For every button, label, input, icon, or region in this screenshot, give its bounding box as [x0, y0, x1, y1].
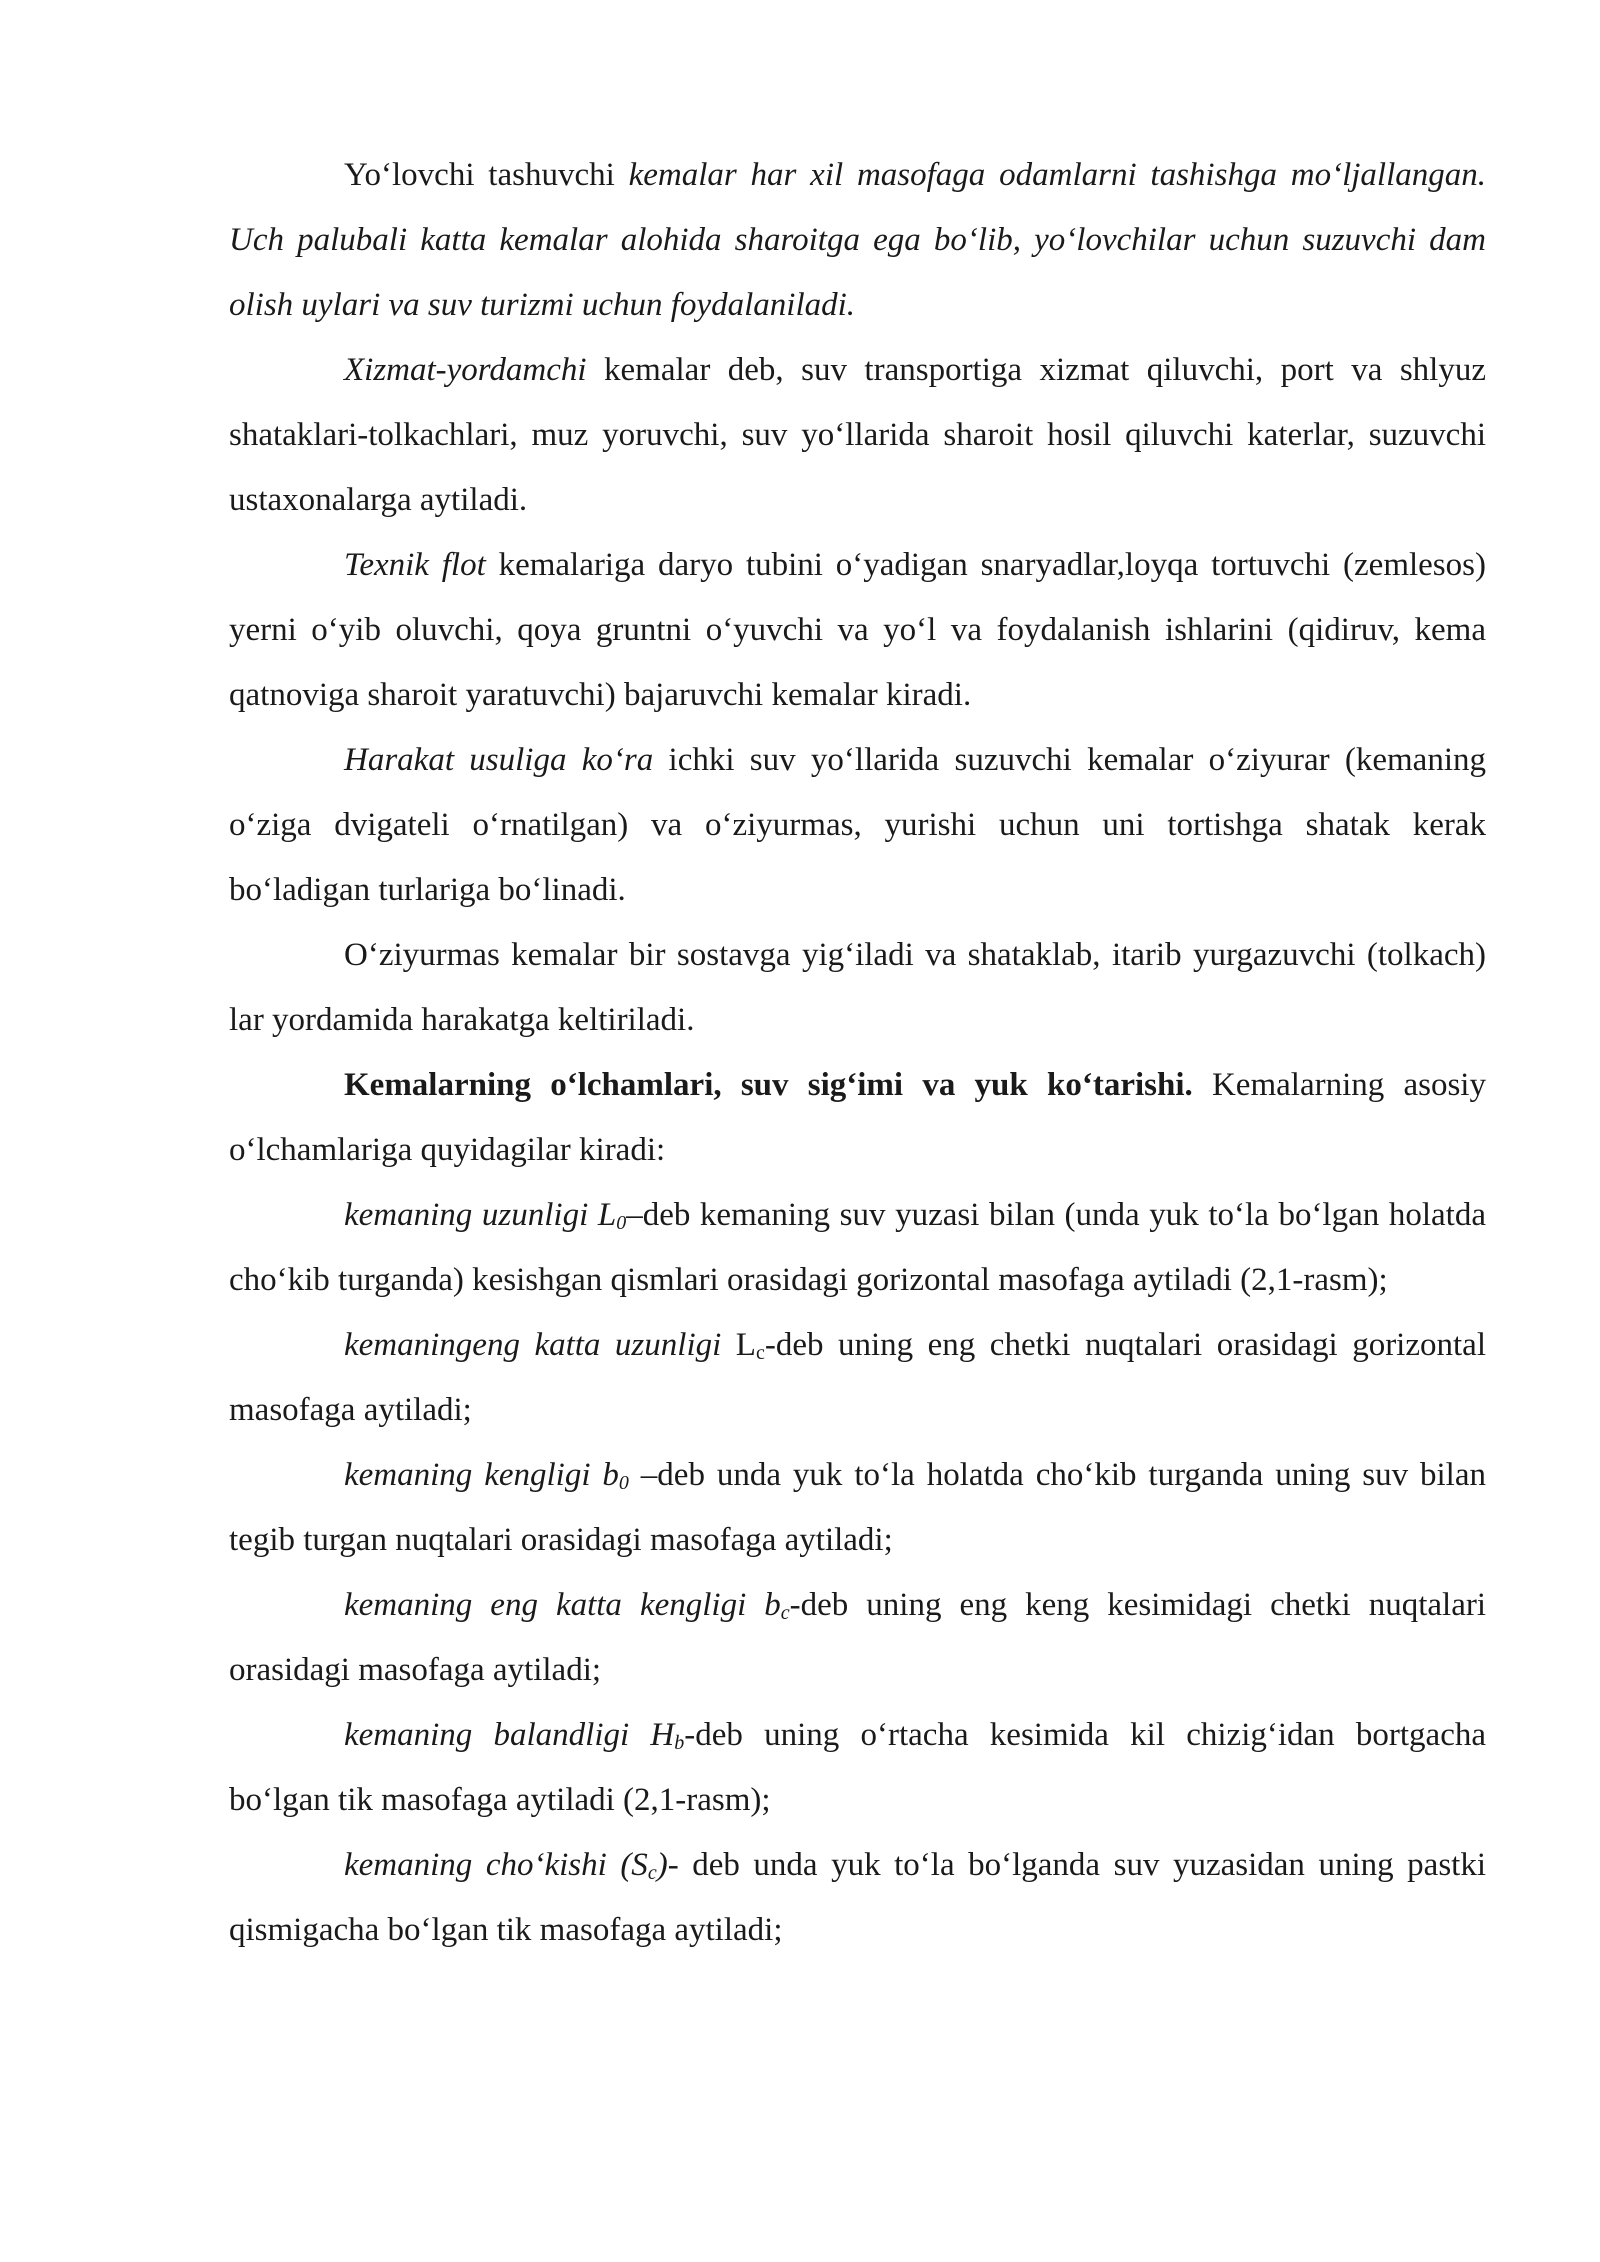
paragraph-technical-fleet: [229, 533, 1486, 728]
text-run: ichki suv yo‘llarida suzuvchi kemalar o‘ziyurar (kemaning o‘ziga dvigateli o‘rnatilgan) va o‘ziyurmas, yurishi uchun uni tortishga shatak kerak bo‘ladigan turlariga bo‘linadi.: [229, 742, 1486, 908]
text-run: –deb kemaning suv yuzasi bilan (unda yuk to‘la bo‘lgan holatda cho‘kib turganda) kesishgan qismlari orasidagi gorizontal masofaga aytiladi (2,1-rasm);: [229, 1197, 1486, 1298]
term-eng-katta-uzunligi: kemaningeng katta uzunligi: [344, 1327, 722, 1363]
symbol: L: [597, 1197, 617, 1233]
term-kengligi: [344, 1457, 629, 1493]
paragraph-movement-method: [229, 728, 1486, 923]
text-run: kemalar deb, suv transportiga xizmat qiluvchi, port va shlyuz shataklari-tolkachlari, muz yoruvchi, suv yo‘llarida sharoit hosil qiluvchi katerlar, suzuvchi ustaxonalarga aytiladi.: [229, 352, 1486, 518]
term-harakat-usuliga: Harakat usuliga ko‘ra: [344, 742, 654, 778]
paragraph-passenger-ships: [229, 143, 1486, 338]
paragraph-height: [229, 1703, 1486, 1833]
italic-run: kemalar har xil masofaga odamlarni tashishga mo‘ljallangan. Uch palubali katta kemalar alohida sharoitga ega bo‘lib, yo‘lovchilar uchun suzuvchi dam olish uylari va suv turizmi uchun foydalaniladi.: [229, 157, 1486, 323]
term-texnik-flot: Texnik flot: [344, 547, 486, 583]
term-text: kemaning cho‘kishi (S: [344, 1847, 648, 1883]
text-run: kemalariga daryo tubini o‘yadigan snaryadlar,loyqa tortuvchi (zemlesos) yerni o‘yib oluvchi, qoya gruntni o‘yuvchi va yo‘l va foydalanish ishlarini (qidiruv, kema qatnoviga sharoit yaratuvchi) bajaruvchi kemalar kiradi.: [229, 547, 1486, 713]
subscript: c: [780, 1602, 790, 1624]
subscript: 0: [616, 1212, 627, 1234]
term-text: kemaning balandligi H: [344, 1717, 675, 1753]
paragraph-max-width: [229, 1573, 1486, 1703]
term-text: ): [656, 1847, 668, 1883]
paragraph-dimensions-heading: [229, 1053, 1486, 1183]
paragraph-non-self-propelled: [229, 923, 1486, 1053]
text-run: –deb unda yuk to‘la holatda cho‘kib turganda uning suv bilan tegib turgan nuqtalari orasidagi masofaga aytiladi;: [229, 1457, 1486, 1558]
text-run: -deb uning eng chetki nuqtalari orasidagi gorizontal masofaga aytiladi;: [229, 1327, 1486, 1428]
subscript: b: [674, 1732, 685, 1754]
text-run: Yo‘lovchi tashuvchi: [344, 157, 629, 193]
term-balandligi: [344, 1717, 684, 1753]
text-run: -deb uning o‘rtacha kesimida kil chizig‘idan bortgacha bo‘lgan tik masofaga aytiladi (2,1-rasm);: [229, 1717, 1486, 1818]
term-text: kemaning eng katta kengligi b: [344, 1587, 781, 1623]
text-run: - deb unda yuk to‘la bo‘lganda suv yuzasidan uning pastki qismigacha bo‘lgan tik masofaga aytiladi;: [229, 1847, 1486, 1948]
term-uzunligi: [344, 1197, 626, 1233]
subscript: 0: [618, 1472, 629, 1494]
term-eng-katta-kengligi: [344, 1587, 790, 1623]
term-xizmat-yordamchi: Xizmat-yordamchi: [344, 352, 587, 388]
section-heading: Kemalarning o‘lchamlari, suv sig‘imi va yuk ko‘tarishi.: [344, 1067, 1193, 1103]
paragraph-width: [229, 1443, 1486, 1573]
body-text: [229, 143, 1486, 1963]
term-text: kemaning uzunligi: [344, 1197, 598, 1233]
paragraph-length: [229, 1183, 1486, 1313]
paragraph-draft: [229, 1833, 1486, 1963]
subscript: c: [755, 1342, 765, 1364]
symbol: L: [721, 1327, 756, 1363]
term-chokishi: [344, 1847, 668, 1883]
text-run: O‘ziyurmas kemalar bir sostavga yig‘iladi va shataklab, itarib yurgazuvchi (tolkach) lar yordamida harakatga keltiriladi.: [229, 937, 1486, 1038]
paragraph-service-ships: [229, 338, 1486, 533]
term-text: kemaning kengligi b: [344, 1457, 619, 1493]
text-run: Kemalarning asosiy o‘lchamlariga quyidagilar kiradi:: [229, 1067, 1486, 1168]
paragraph-max-length: [229, 1313, 1486, 1443]
text-run: -deb uning eng keng kesimidagi chetki nuqtalari orasidagi masofaga aytiladi;: [229, 1587, 1486, 1688]
subscript: c: [647, 1862, 657, 1884]
